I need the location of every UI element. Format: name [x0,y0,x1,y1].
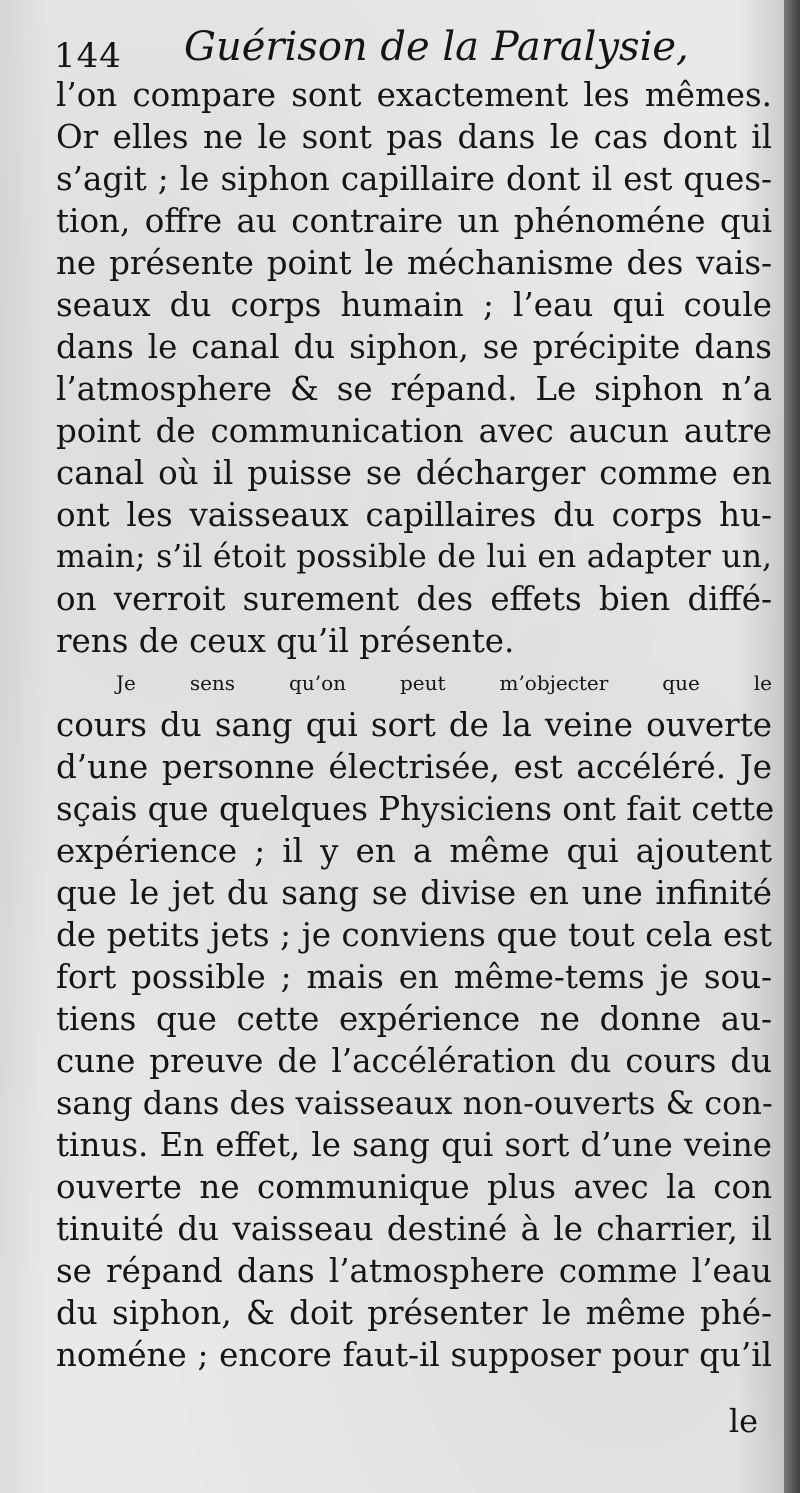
text-line: sçais que quelques Physiciens ont fait cette [56,790,775,828]
running-title: Guérison de la Paralysie, [184,24,689,70]
text-line: l’atmosphere & se répand. Le siphon n’a [56,370,772,408]
page-number: 144 [54,36,122,76]
text-line: se répand dans l’atmosphere comme l’eau [56,1252,772,1290]
text-line: tiens que cette expérience ne donne au- [56,1000,772,1038]
text-line: tinuité du vaisseau destiné à le charrier, il [56,1210,772,1248]
text-line: expérience ; il y en a même qui ajoutent [56,832,772,870]
text-line: ouverte ne communique plus avec la con [56,1168,772,1206]
text-line: on verroit surement des effets bien diffé- [56,580,772,618]
paragraph [56,662,775,1376]
text-line: que le jet du sang se divise en une infinité [56,874,772,912]
text-line: main; s’il étoit possible de lui en adapter un, [56,539,772,575]
text-line: cours du sang qui sort de la veine ouverte [56,706,772,744]
text-line: fort possible ; mais en même-tems je sou- [56,958,772,996]
text-line: noméne ; encore faut-il supposer pour qu’il [56,1336,772,1374]
text-line: Or elles ne le sont pas dans le cas dont il [56,118,772,156]
text-line: ne présente point le méchanisme des vais- [56,244,772,282]
text-line: d’une personne électrisée, est accéléré. Je [56,748,772,786]
text-line: point de communication avec aucun autre [56,412,772,450]
text-line: de petits jets ; je conviens que tout cela est [56,916,772,954]
text-line: dans le canal du siphon, se précipite dans [56,328,772,366]
text-line: tinus. En effet, le sang qui sort d’une veine [56,1126,772,1164]
text-line: sang dans des vaisseaux non-ouverts & con- [56,1084,773,1122]
text-line: ont les vaisseaux capillaires du corps hu- [56,496,772,534]
text-line: tion, offre au contraire un phénoméne qui [56,202,772,240]
text-line: l’on compare sont exactement les mêmes. [56,76,772,114]
text-line: seaux du corps humain ; l’eau qui coule [56,286,772,324]
text-line: rens de ceux qu’il présente. [56,622,515,660]
paragraph [56,74,772,662]
text-line: canal où il puisse se décharger comme en [56,454,772,492]
text-line: s’agit ; le siphon capillaire dont il est ques- [56,160,772,198]
catchword: le [728,1402,758,1440]
book-spine-shadow [784,0,800,1493]
body-text [56,74,775,1376]
text-line: Je sens qu’on peut m’objecter que le [116,671,772,695]
text-line: cune preuve de l’accélération du cours du [56,1042,772,1080]
text-line: du siphon, & doit présenter le même phé- [56,1294,772,1332]
